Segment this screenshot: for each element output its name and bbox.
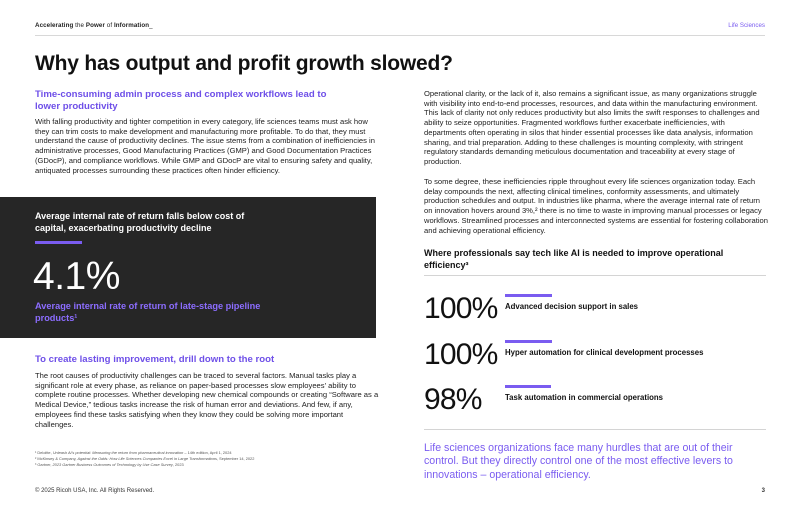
chart-bar-track bbox=[505, 340, 552, 343]
left-paragraph-productivity: With falling productivity and tighter competition in every category, life sciences teams must ask how they can trim costs to make development and manufacturing more profitable. To do that, they must understand the cause of productivity declines. The issue stems from a combination of inefficiencies in administrative processes, Good Manufacturing Practices (GMP) and Good Documentation Practices (GDocP), and compliance workflows. While GMP and GDocP are vital to ensuring safety and quality, antiquated processes surrounding these practices often hinder efficiency. bbox=[35, 117, 375, 175]
footnote-1: ¹ Deloitte, Unleash AI's potential: Measuring the return from pharmaceutical innovation – 14th edition, April 1, 2024 bbox=[35, 450, 232, 455]
copyright-text: © 2025 Ricoh USA, Inc. All Rights Reserved. bbox=[35, 488, 155, 494]
page-title: Why has output and profit growth slowed? bbox=[35, 52, 453, 75]
header-bar bbox=[35, 22, 765, 34]
chart-category-label: Hyper automation for clinical development processes bbox=[505, 348, 704, 357]
chart-row bbox=[424, 292, 766, 332]
pull-quote: Life sciences organizations face many hurdles that are out of their control. But they directly control one of the most effective levers to innovations – operational efficiency. bbox=[424, 442, 733, 481]
brand-word-information: Information bbox=[113, 22, 150, 29]
stat-callout-value: 4.1% bbox=[33, 255, 120, 298]
page-number: 3 bbox=[761, 488, 765, 494]
left-subheading-productivity: Time-consuming admin process and complex workflows lead to lower productivity bbox=[35, 89, 327, 112]
chart-divider-top bbox=[424, 275, 766, 276]
chart-category-label: Advanced decision support in sales bbox=[505, 302, 639, 311]
chart-bar bbox=[505, 385, 551, 388]
stat-accent-bar bbox=[35, 241, 82, 244]
chart-title: Where professionals say tech like AI is needed to improve operational efficiency³ bbox=[424, 248, 724, 270]
right-paragraph-operational-clarity: Operational clarity, or the lack of it, also remains a significant issue, as many organizations struggle with visibility into end-to-end processes, resources, and data within the manufacturing environment. This lack of clarity not only reduces productivity but also limits the swift responses to challenges and ability to seize opportunities. Fragmented workflows further exacerbate inefficiencies, with departments often operating in silos that hinder essential processes like data analysis, information sharing, and trial preparation. Adding to these challenges is mounting complexity, with stringent regulatory standards demanding meticulous documentation and traceability at every stage of production. bbox=[424, 89, 760, 166]
chart-category-label: Task automation in commercial operations bbox=[505, 393, 663, 402]
chart-bar-track bbox=[505, 385, 552, 388]
chart-value-label: 100% bbox=[424, 292, 498, 325]
section-label: Life Sciences bbox=[728, 22, 765, 29]
stat-callout-panel bbox=[0, 197, 376, 338]
stat-callout-title: Average internal rate of return falls below cost of capital, exacerbating productivity decline bbox=[35, 211, 245, 233]
brand-word-of: of bbox=[104, 22, 114, 29]
brand-word-power: Power bbox=[85, 22, 105, 29]
brand-word-the: the bbox=[73, 22, 86, 29]
footnote-2: ² McKinsey & Company, Against the Odds: How Life Sciences Companies Excel in Large Transformations, September 14, 2022 bbox=[35, 456, 255, 461]
chart-value-label: 100% bbox=[424, 338, 498, 371]
header-divider bbox=[35, 35, 765, 36]
chart-row bbox=[424, 383, 766, 423]
chart-row bbox=[424, 338, 766, 378]
brand-word-accelerating: Accelerating bbox=[35, 22, 74, 29]
left-paragraph-root-cause: The root causes of productivity challenges can be traced to several factors. Manual tasks play a significant role at every phase, as reliance on paper-based processes slow employees' ability to complete routine processes. Whether developing new chemical compounds or creating “Software as a Medical Device,” tedious tasks increase the risk of human error and deviations. And few, if any, employees find these tasks satisfying when they know they could be solving more important challenges. bbox=[35, 371, 379, 429]
footnotes bbox=[35, 450, 375, 468]
chart-bar bbox=[505, 294, 552, 297]
chart-value-label: 98% bbox=[424, 383, 482, 416]
chart-bar-track bbox=[505, 294, 552, 297]
brand-tagline bbox=[35, 22, 153, 29]
chart-divider-bottom bbox=[424, 429, 766, 430]
right-paragraph-inefficiencies: To some degree, these inefficiencies ripple throughout every life sciences organization today. Each delay compounds the next, affecting clinical timelines, conformity assessments, and ultimately production schedules and output. In industries like pharma, where the average internal rate of return on innovation hovers around 3%,² there is no time to waste in improving manual processes or legacy workflows. Streamlined processes and interconnected systems are essential for fostering collaboration and achieving operational efficiency. bbox=[424, 177, 768, 235]
stat-callout-caption: Average internal rate of return of late-stage pipeline products¹ bbox=[35, 301, 261, 323]
footnote-3: ³ Gartner, 2023 Gartner Business Outcomes of Technology by Use Case Survey, 2023 bbox=[35, 462, 184, 467]
left-subheading-root-cause: To create lasting improvement, drill down to the root bbox=[35, 354, 275, 365]
chart-bar bbox=[505, 340, 552, 343]
brand-cursor: _ bbox=[149, 22, 153, 29]
